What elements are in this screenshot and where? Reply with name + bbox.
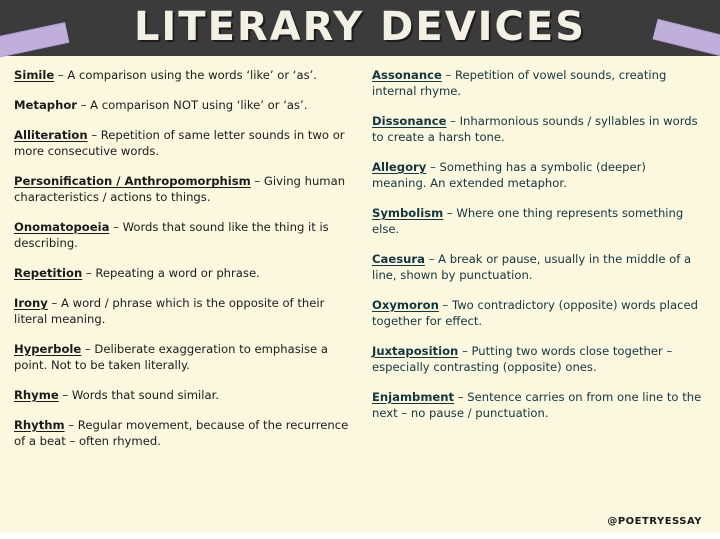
term-dissonance: Dissonance: [372, 113, 447, 128]
term-assonance: Assonance: [372, 68, 442, 82]
definition-item-irony: [14, 296, 350, 328]
definition-hyperbole: – Deliberate exaggeration to emphasise a point. Not to be taken literally.: [14, 341, 328, 372]
definition-caesura: – A break or pause, usually in the middle of a line, shown by punctuation.: [372, 251, 692, 282]
definition-assonance: – Repetition of vowel sounds, creating internal rhyme.: [372, 68, 667, 98]
definition-item-alliteration: [14, 128, 350, 160]
definition-item-symbolism: [372, 206, 702, 238]
definition-dissonance: – Inharmonious sounds / syllables in words to create a harsh tone.: [372, 113, 698, 144]
definition-item-rhythm: [14, 418, 350, 450]
definition-item-oxymoron: [372, 298, 702, 330]
left-column: [14, 68, 360, 539]
poster-header: [0, 0, 720, 56]
definition-item-onomatopoeia: [14, 220, 350, 252]
definition-alliteration: – Repetition of same letter sounds in two or more consecutive words.: [14, 127, 345, 158]
definition-item-metaphor: [14, 98, 350, 114]
washi-tape-right: [653, 19, 720, 58]
definition-item-allegory: [372, 160, 702, 192]
term-irony: Irony: [14, 295, 48, 310]
definition-metaphor: – A comparison NOT using ‘like’ or ‘as’.: [77, 97, 308, 112]
definition-symbolism: – Where one thing represents something else.: [372, 205, 684, 236]
definition-item-enjambment: [372, 390, 702, 422]
definition-allegory: – Something has a symbolic (deeper) meaning. An extended metaphor.: [372, 159, 646, 190]
definition-rhyme: – Words that sound similar.: [58, 387, 219, 402]
definition-onomatopoeia: – Words that sound like the thing it is describing.: [14, 219, 329, 250]
term-hyperbole: Hyperbole: [14, 341, 82, 356]
term-caesura: Caesura: [372, 251, 425, 266]
definition-item-assonance: [372, 68, 702, 100]
page-title: LITERARY DEVICES: [133, 4, 587, 50]
definition-simile: – A comparison using the words ‘like’ or ‘as’.: [54, 68, 317, 82]
term-onomatopoeia: Onomatopoeia: [14, 219, 110, 234]
term-rhyme: Rhyme: [14, 387, 59, 402]
definition-item-dissonance: [372, 114, 702, 146]
definition-irony: – A word / phrase which is the opposite of their literal meaning.: [14, 295, 325, 326]
definition-personification: – Giving human characteristics / actions to things.: [14, 173, 346, 204]
definition-repetition: – Repeating a word or phrase.: [82, 265, 260, 280]
term-rhythm: Rhythm: [14, 417, 65, 432]
definition-item-hyperbole: [14, 342, 350, 374]
definition-item-rhyme: [14, 388, 350, 404]
definition-rhythm: – Regular movement, because of the recurrence of a beat – often rhymed.: [14, 417, 349, 448]
term-juxtaposition: Juxtaposition: [372, 343, 459, 358]
definition-item-juxtaposition: [372, 344, 702, 376]
definition-item-personification: [14, 174, 350, 206]
bottom-strip: [0, 533, 720, 539]
poster-body: [0, 56, 720, 539]
definition-item-caesura: [372, 252, 702, 284]
definition-item-simile: [14, 68, 350, 84]
term-personification: Personification / Anthropomorphism: [14, 173, 251, 188]
credit-handle: @POETRYESSAY: [607, 516, 702, 527]
term-enjambment: Enjambment: [372, 389, 455, 404]
term-simile: Simile: [14, 68, 55, 82]
term-oxymoron: Oxymoron: [372, 297, 439, 312]
washi-tape-left: [0, 22, 69, 59]
definition-item-repetition: [14, 266, 350, 282]
term-metaphor: Metaphor: [14, 97, 78, 112]
term-symbolism: Symbolism: [372, 205, 444, 220]
definition-juxtaposition: – Putting two words close together – especially contrasting (opposite) ones.: [372, 343, 673, 374]
term-allegory: Allegory: [372, 159, 427, 174]
definition-enjambment: – Sentence carries on from one line to the next – no pause / punctuation.: [372, 389, 702, 420]
term-alliteration: Alliteration: [14, 127, 88, 142]
definition-oxymoron: – Two contradictory (opposite) words placed together for effect.: [372, 297, 698, 328]
right-column: [360, 68, 706, 539]
term-repetition: Repetition: [14, 265, 83, 280]
